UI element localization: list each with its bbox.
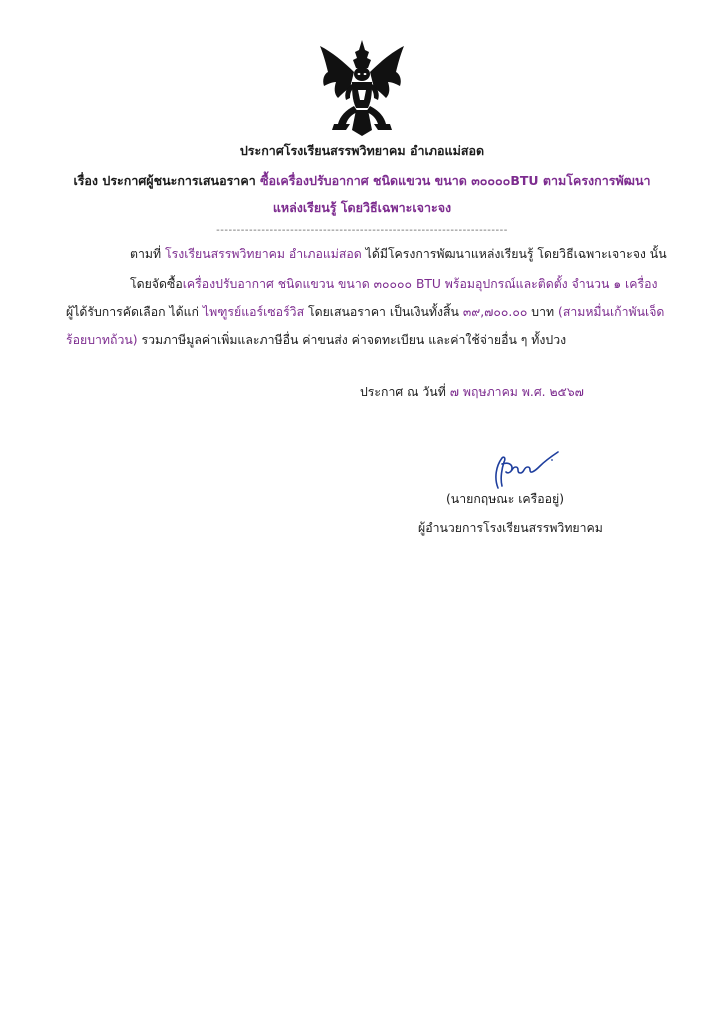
body-line-2 <box>130 275 657 293</box>
announcement-title <box>0 142 724 160</box>
amount-words-part2: ร้อยบาทถ้วน) <box>66 333 138 347</box>
date-value: ๗ พฤษภาคม พ.ศ. ๒๕๖๗ <box>449 385 584 399</box>
line2-prefix: โดยจัดซื้อ <box>130 277 183 291</box>
body-line-4 <box>66 331 566 349</box>
amount-words-part1: (สามหมื่นเก้าพันเจ็ด <box>558 305 665 319</box>
line3-middle: โดยเสนอราคา เป็นเงินทั้งสิ้น <box>308 305 459 319</box>
line1-prefix: ตามที่ <box>130 247 162 261</box>
signer-position: ผู้อำนวยการโรงเรียนสรรพวิทยาคม <box>418 521 603 535</box>
date-label: ประกาศ ณ วันที่ <box>360 385 446 399</box>
baht-label: บาท <box>531 305 555 319</box>
purchase-item: เครื่องปรับอากาศ ชนิดแขวน ขนาด ๓๐๐๐๐ BTU พร้อมอุปกรณ์และติดตั้ง จำนวน ๑ เครื่อง <box>182 277 658 291</box>
divider: ----------------------------------------------------------------------- <box>216 225 508 236</box>
title-text: ประกาศโรงเรียนสรรพวิทยาคม อำเภอแม่สอด <box>239 143 485 158</box>
school-name: โรงเรียนสรรพวิทยาคม อำเภอแม่สอด <box>165 247 362 261</box>
announcement-date <box>360 383 584 402</box>
subject-item: ซื้อเครื่องปรับอากาศ ชนิดแขวน ขนาด ๓๐๐๐๐BTU ตามโครงการพัฒนา <box>260 173 651 188</box>
subject-line2-text: แหล่งเรียนรู้ โดยวิธีเฉพาะเจาะจง <box>272 200 452 215</box>
announcement-subject-line2 <box>0 199 724 217</box>
body-line-3 <box>66 303 664 321</box>
vendor-name: ไพฑูรย์แอร์เซอร์วิส <box>202 305 305 319</box>
subject-label: เรื่อง ประกาศผู้ชนะการเสนอราคา <box>73 173 256 188</box>
line3-prefix: ผู้ได้รับการคัดเลือก ได้แก่ <box>66 305 199 319</box>
body-line-1 <box>130 245 667 263</box>
announcement-subject <box>0 172 724 190</box>
signer-name: (นายกฤษณะ เครืออยู่) <box>446 492 565 506</box>
line4-rest: รวมภาษีมูลค่าเพิ่มและภาษีอื่น ค่าขนส่ง ค่าจดทะเบียน และค่าใช้จ่ายอื่น ๆ ทั้งปวง <box>141 333 567 347</box>
garuda-emblem-icon <box>316 38 408 138</box>
signature-icon <box>478 448 562 492</box>
line1-rest: ได้มีโครงการพัฒนาแหล่งเรียนรู้ โดยวิธีเฉพาะเจาะจง นั้น <box>365 247 667 261</box>
price-amount: ๓๙,๗๐๐.๐๐ <box>462 305 528 319</box>
